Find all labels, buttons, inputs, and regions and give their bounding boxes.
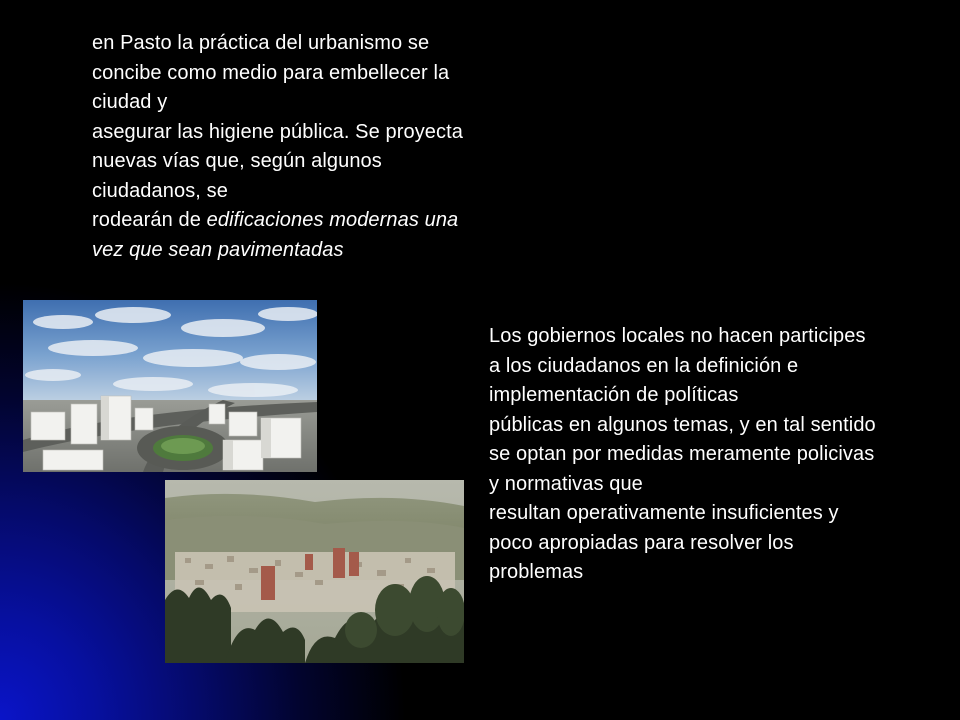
critique-line: se optan por medidas meramente policivas <box>489 443 875 465</box>
intro-line: concibe como medio para embellecer la <box>92 61 450 84</box>
intro-line: nuevas vías que, según algunos <box>92 150 382 172</box>
intro-italic-text: vez que sean pavimentadas <box>92 238 344 261</box>
intro-paragraph <box>92 29 463 265</box>
intro-line: ciudadanos, se <box>92 179 228 202</box>
critique-line: problemas <box>489 561 584 583</box>
critique-line: públicas en algunos temas, y en tal sentido <box>489 413 876 436</box>
intro-line <box>92 236 463 266</box>
intro-line: rodearán de edificaciones modernas una <box>92 209 459 231</box>
critique-line: Los gobiernos locales no hacen participes <box>489 325 866 347</box>
city-landscape-illustration <box>165 480 464 663</box>
intro-line: asegurar las higiene pública. Se proyecta <box>92 120 463 143</box>
intro-line: en Pasto la práctica del urbanismo se <box>92 32 430 54</box>
intro-italic-text: edificaciones modernas una <box>206 209 459 231</box>
critique-line: y normativas que <box>489 472 643 495</box>
intro-line: ciudad y <box>92 91 168 113</box>
city-photo-image <box>165 480 464 663</box>
critique-line: resultan operativamente insuficientes y <box>489 502 839 524</box>
urban-render-illustration <box>23 300 317 472</box>
critique-line: implementación de políticas <box>489 384 739 406</box>
critique-line: poco apropiadas para resolver los <box>489 531 794 554</box>
critique-line: a los ciudadanos en la definición e <box>489 354 799 377</box>
urban-render-image <box>23 300 317 472</box>
critique-paragraph <box>489 322 876 588</box>
